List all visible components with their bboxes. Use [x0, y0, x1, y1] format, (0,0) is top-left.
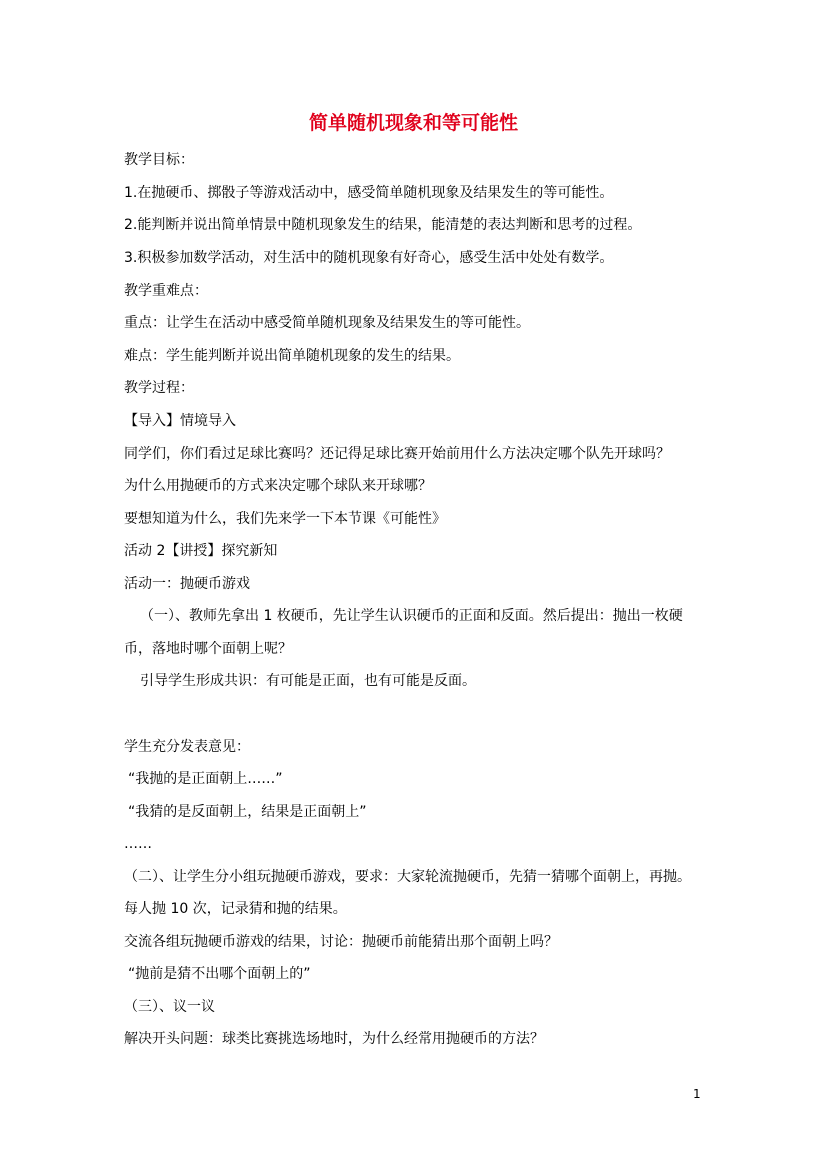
text-line-step-1: （一）、教师先拿出 1 枚硬币，先让学生认识硬币的正面和反面。然后提出：抛出一枚硬: [140, 608, 683, 624]
text-line-activity-1-heading: 活动一：抛硬币游戏: [124, 576, 250, 592]
text-line-step-3: （三）、议一议: [124, 999, 215, 1015]
text-line-ellipsis: ……: [124, 836, 152, 852]
text-line-activity-2-heading: 活动 2【讲授】探究新知: [124, 543, 278, 559]
text-line-process-heading: 教学过程：: [124, 380, 194, 396]
text-line-quote-1: “我抛的是正面朝上……”: [128, 771, 283, 787]
text-line-goal-2: 2.能判断并说出简单情景中随机现象发生的结果，能清楚的表达判断和思考的过程。: [124, 217, 642, 233]
text-line-intro-question: 同学们，你们看过足球比赛吗？还记得足球比赛开始前用什么方法决定哪个队先开球吗？: [124, 446, 670, 462]
text-line-intro-lesson: 要想知道为什么，我们先来学一下本节课《可能性》: [124, 511, 446, 527]
text-line-discussion: 交流各组玩抛硬币游戏的结果，讨论：抛硬币前能猜出那个面朝上吗？: [124, 934, 558, 950]
text-line-intro-why: 为什么用抛硬币的方式来决定哪个球队来开球哪？: [124, 478, 432, 494]
text-line-opinions-heading: 学生充分发表意见：: [124, 739, 250, 755]
text-line-closing-question: 解决开头问题：球类比赛挑选场地时，为什么经常用抛硬币的方法？: [124, 1031, 544, 1047]
text-line-key-point: 重点：让学生在活动中感受简单随机现象及结果发生的等可能性。: [124, 315, 530, 331]
text-line-difficult-point: 难点：学生能判断并说出简单随机现象的发生的结果。: [124, 348, 460, 364]
page-number: 1: [693, 1087, 701, 1101]
text-line-quote-3: “抛前是猜不出哪个面朝上的”: [128, 966, 311, 982]
document-title: 简单随机现象和等可能性: [308, 112, 518, 134]
text-line-teaching-goals-heading: 教学目标：: [124, 152, 194, 168]
text-line-intro-heading: 【导入】情境导入: [124, 413, 236, 429]
text-line-step-1-cont: 币，落地时哪个面朝上呢？: [124, 641, 292, 657]
text-line-goal-3: 3.积极参加数学活动，对生活中的随机现象有好奇心，感受生活中处处有数学。: [124, 250, 614, 266]
text-line-step-2-cont: 每人抛 10 次，记录猜和抛的结果。: [124, 901, 347, 917]
text-line-key-points-heading: 教学重难点：: [124, 283, 208, 299]
text-line-quote-2: “我猜的是反面朝上，结果是正面朝上”: [128, 804, 367, 820]
text-line-goal-1: 1.在抛硬币、掷骰子等游戏活动中，感受简单随机现象及结果发生的等可能性。: [124, 185, 614, 201]
text-line-step-2: （二）、让学生分小组玩抛硬币游戏，要求：大家轮流抛硬币，先猜一猜哪个面朝上，再抛。: [124, 869, 691, 885]
text-line-consensus: 引导学生形成共识：有可能是正面，也有可能是反面。: [140, 673, 476, 689]
